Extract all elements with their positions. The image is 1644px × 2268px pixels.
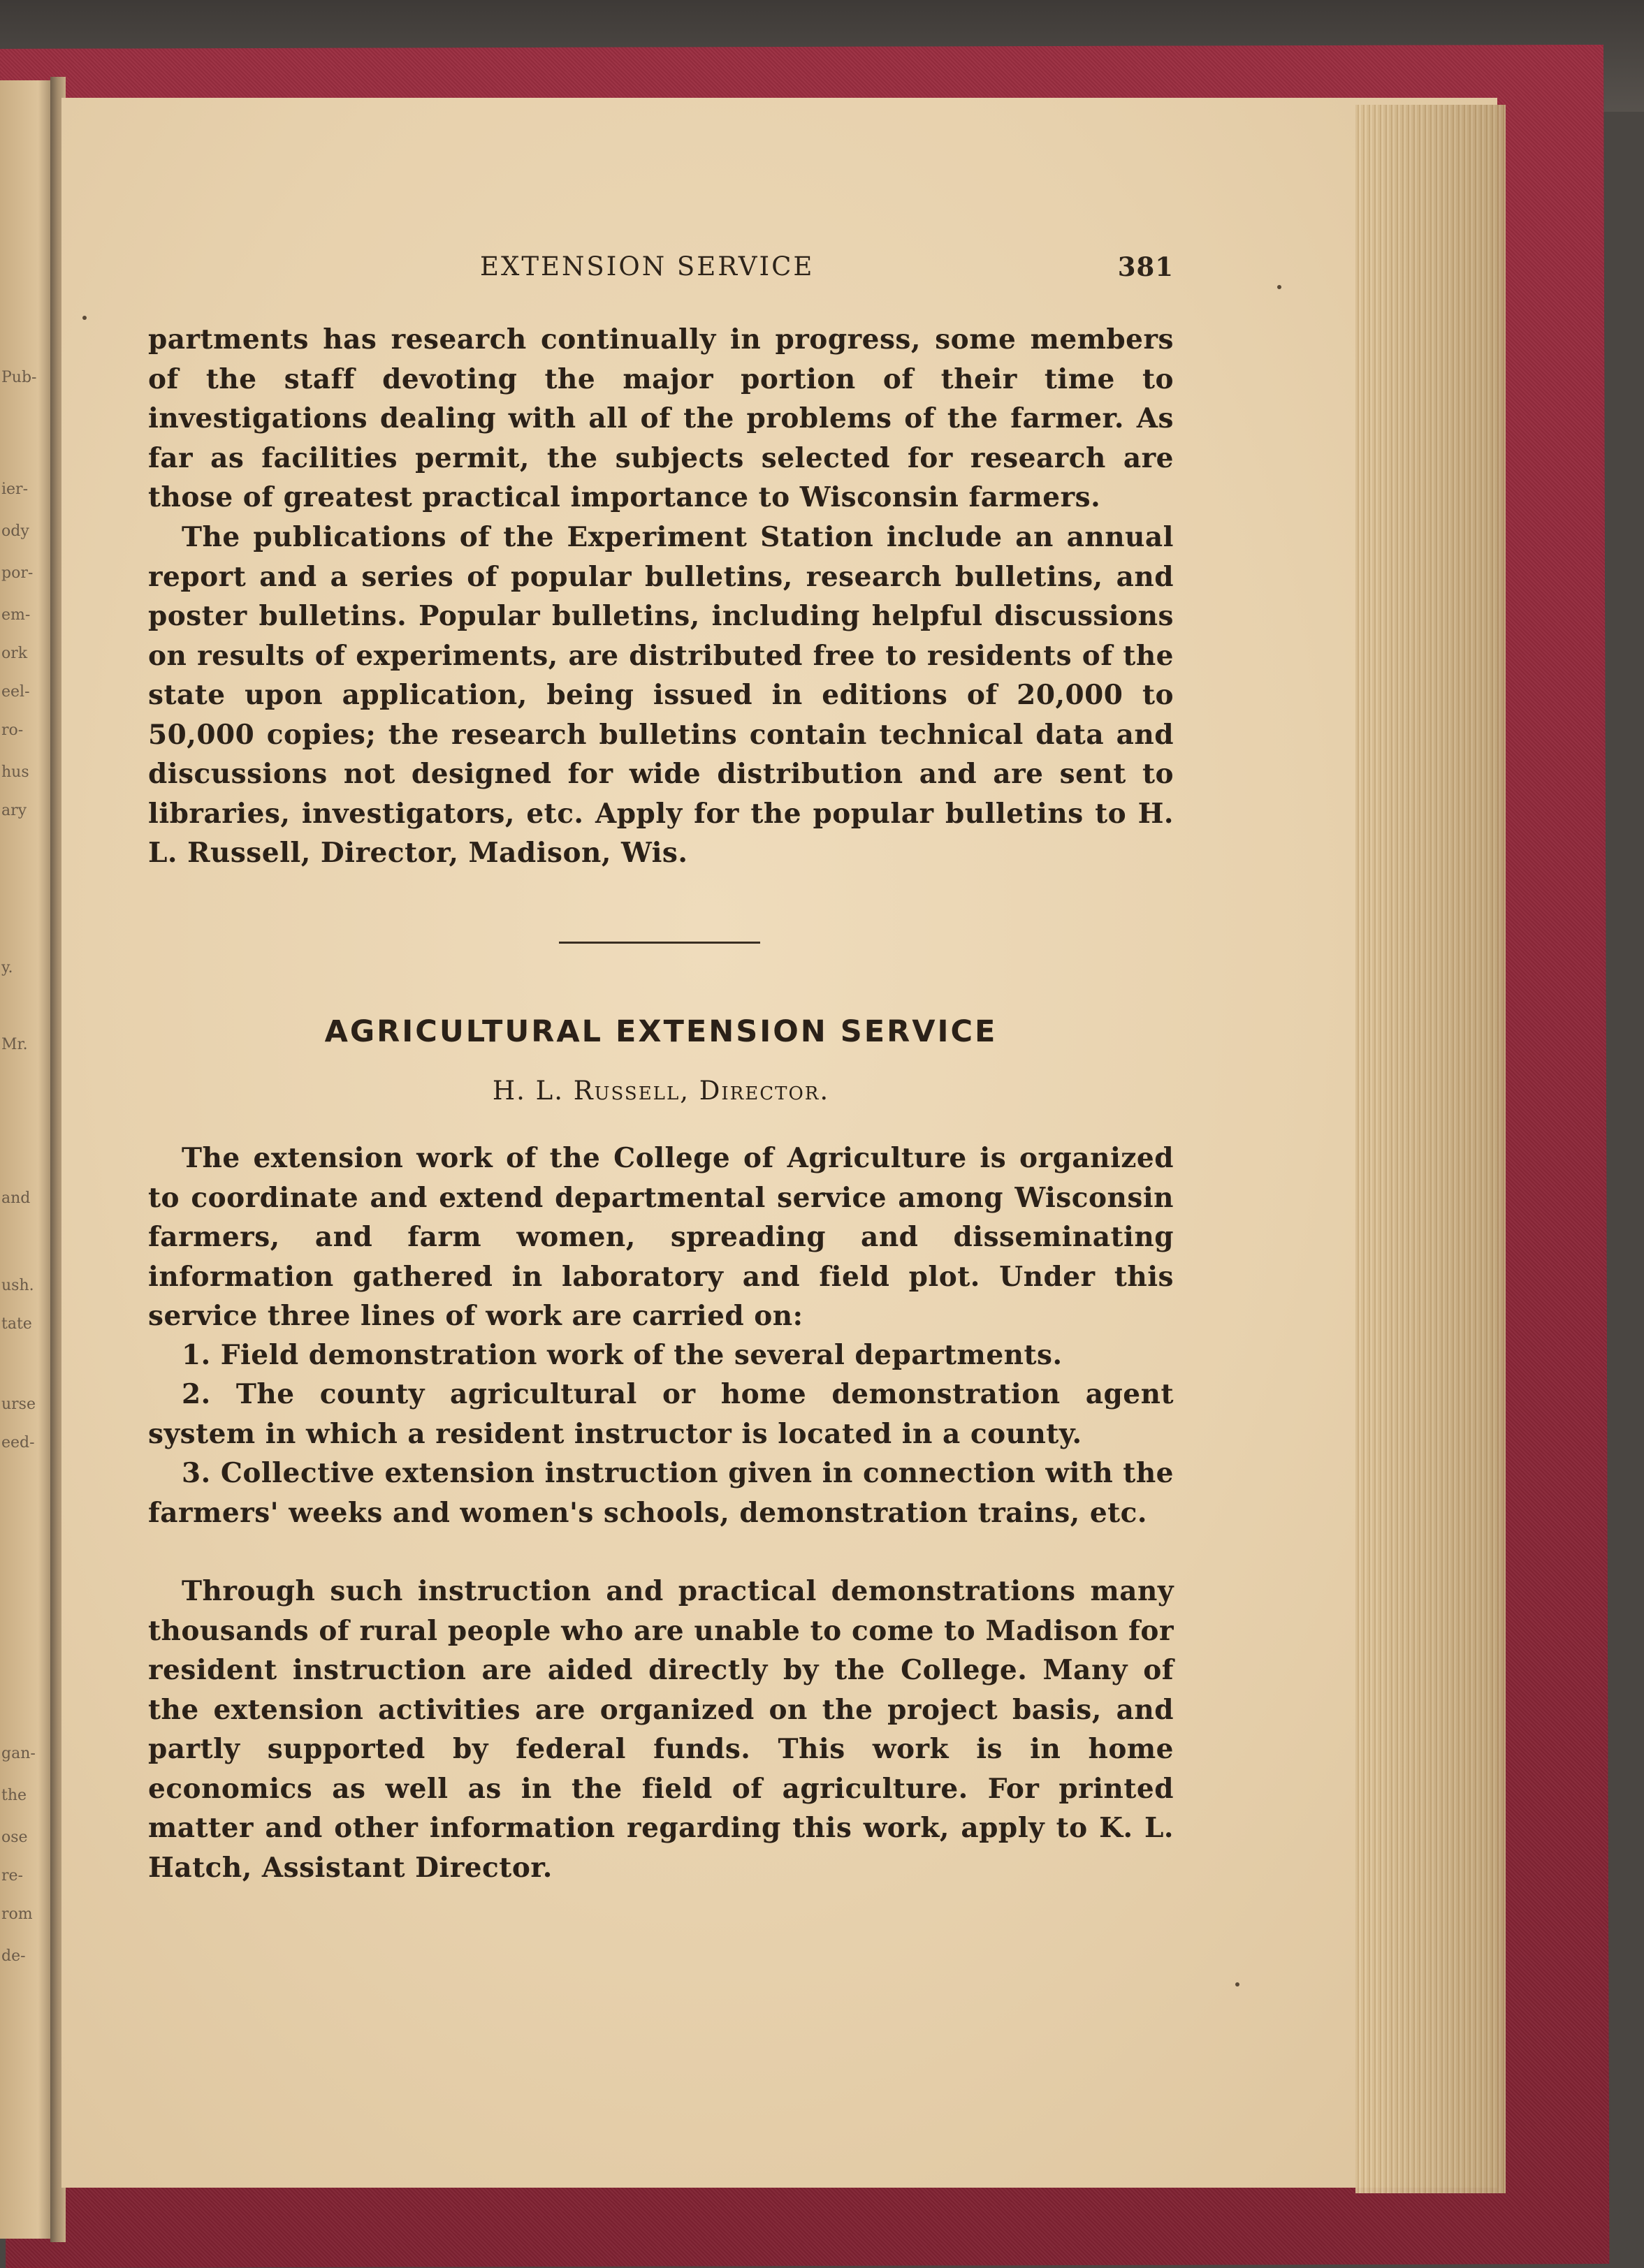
left-page-fragment: ody [1,522,29,540]
list-item: 2. The county agricultural or home demonstration agent system in which a resident instructor is located in a county. [148,1378,1174,1450]
left-page-fragment: eed- [1,1434,35,1451]
page-block-shade [1355,105,1506,2193]
paragraph-extension-intro: The extension work of the College of Agriculture is organized to coordinate and extend departmental service among Wisconsin farmers, and farm women, spreading and disseminating information gathered in laboratory and field plot. Under this service three lines of work are carried on: [148,1142,1174,1332]
left-page-fragment: de- [1,1947,26,1965]
section-byline: H. L. Russell, Director. [492,1076,830,1106]
paper-speck [1235,1982,1239,1987]
left-page-fragment: hus [1,763,29,781]
left-page-fragment: ier- [1,481,29,498]
left-page-fragment: tate [1,1315,32,1333]
paper-speck [82,316,87,320]
left-page-fragment: the [1,1787,27,1804]
left-page-fragment: y. [1,959,13,976]
left-page-fragment: eel- [1,683,30,701]
section-heading: AGRICULTURAL EXTENSION SERVICE [324,1014,998,1049]
list-item: 3. Collective extension instruction given in connection with the farmers' weeks and women's schools, demonstration trains, etc. [148,1457,1174,1529]
left-page-fragment: ork [1,645,28,662]
left-page-fragment: ush. [1,1277,34,1294]
left-page-fragment: urse [1,1396,36,1413]
page-number: 381 [1117,251,1174,282]
running-head [148,251,1174,286]
paragraph-instruction: Through such instruction and practical demonstrations many thousands of rural people who are unable to come to Madison for resident instruction are aided directly by the College. Many of the extension activities are organized on the project basis, and partly supported by federal funds. This work is in home economics as well as in the field of agriculture. For printed matter and other information regarding this work, apply to K. L. Hatch, Assistant Director. [148,1575,1174,1884]
left-page-fragment: and [1,1190,31,1207]
paragraph-continuation: partments has research continually in progress, some members of the staff devoting the major portion of their time to investigations dealing with all of the problems of the farmer. As far as facilities permit, the subjects selected for research are those of greatest practical importance to Wisconsin farmers. [148,323,1174,513]
paper-speck [1277,285,1281,289]
left-page-fragment: Pub- [1,369,37,386]
left-page-fragment: ose [1,1829,28,1846]
left-page-fragment: em- [1,606,31,624]
left-page-fragment: re- [1,1867,23,1885]
left-page-fragment: por- [1,564,34,582]
left-page-fragment: rom [1,1905,33,1923]
running-head-title: EXTENSION SERVICE [480,251,815,281]
left-page-fragment: ro- [1,722,24,739]
paragraph-publications: The publications of the Experiment Station include an annual report and a series of popular bulletins, research bulletins, and poster bulletins. Popular bulletins, including helpful discussions on results of experiments, are distributed free to residents of the state upon application, being issued in editions of 20,000 to 50,000 copies; the research bulletins contain technical data and discussions not designed for wide distribution and are sent to libraries, investigators, etc. Apply for the popular bulletins to H. L. Russell, Director, Madison, Wis. [148,521,1174,869]
left-page-fragment: gan- [1,1745,36,1762]
left-page-fragment: Mr. [1,1036,28,1053]
list-item: 1. Field demonstration work of the several departments. [182,1339,1063,1371]
left-page-fragment: ary [1,802,27,819]
section-divider [559,942,760,944]
